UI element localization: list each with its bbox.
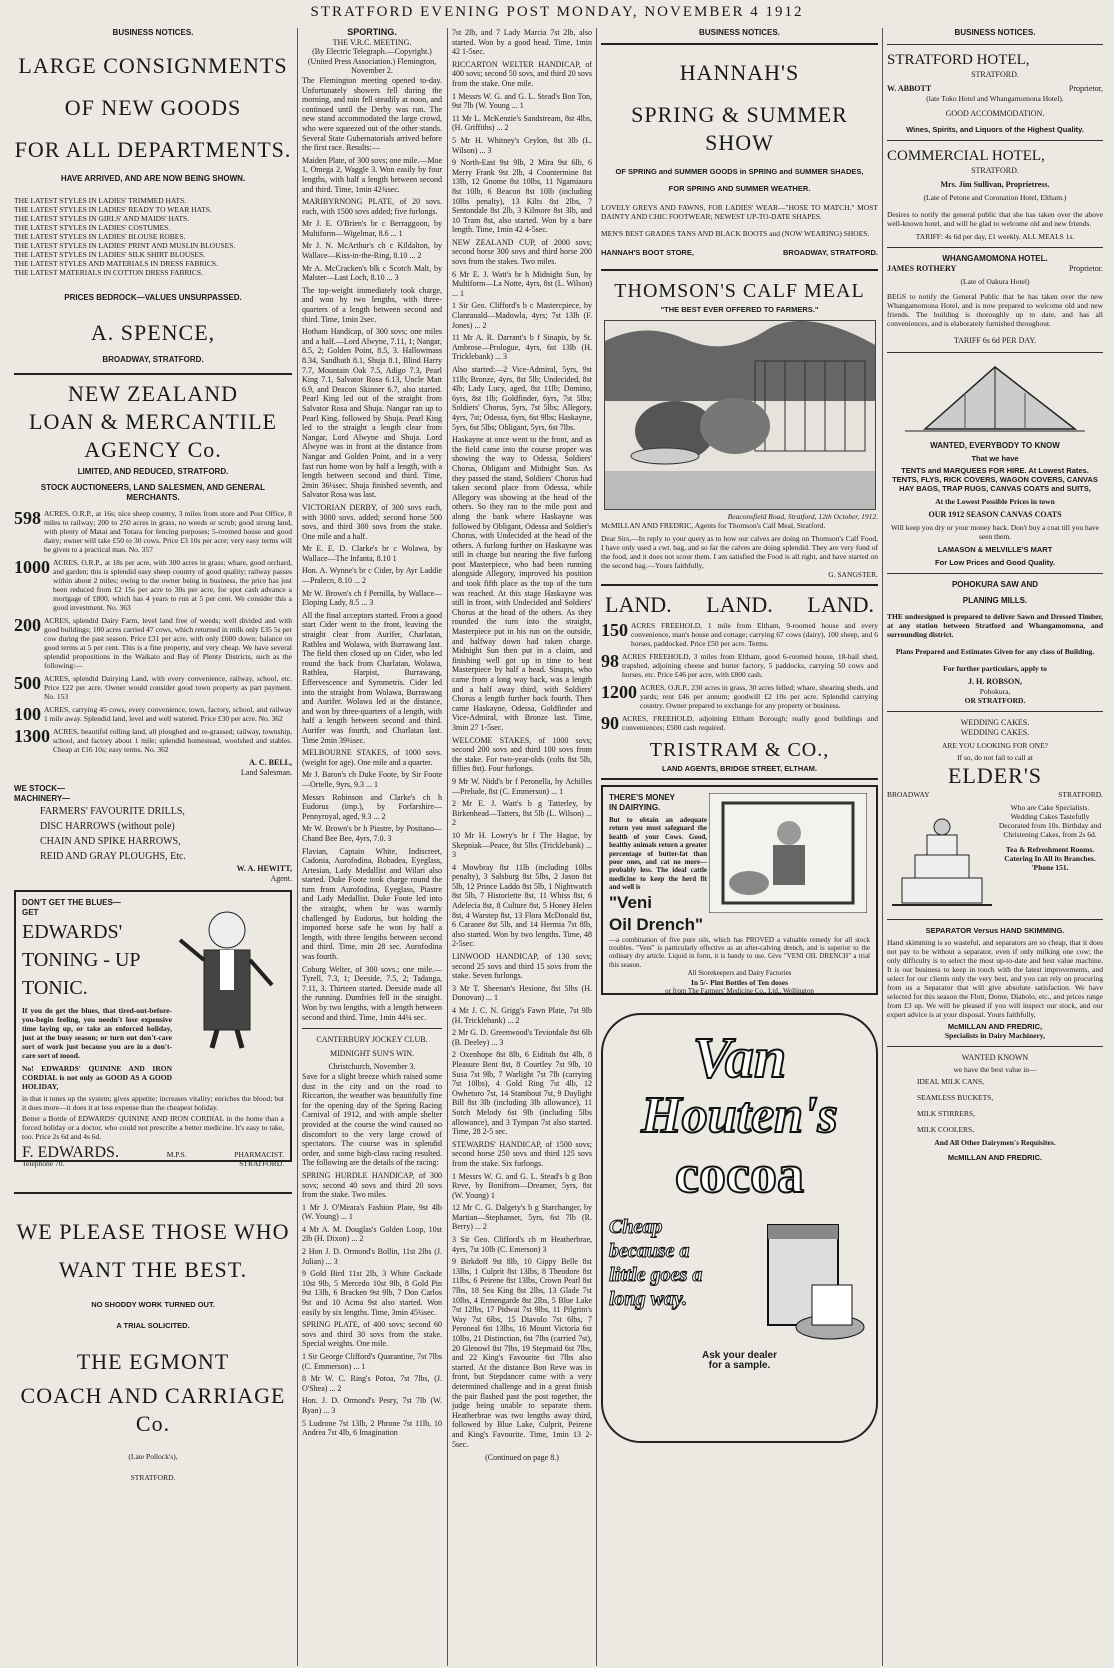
article-paragraph: NEW ZEALAND CUP, of 2000 sovs; second horse 300 sovs and third horse 200 sovs from the stakes. Two miles. [452, 237, 592, 267]
brand-name: Van [692, 1025, 787, 1090]
listing-text: ACRES, O.R.P., at 18s per acre, with 300 acres in grass; whare, good orchard, and garden; this is splendid easy sheep country of good quality; railway passes within about 2 miles; owing to the owner being in business, the price has just been reduced from £2 15s per acre to 30s per acre, for spot cash advance a mortgage of £800, which has 4 years to run at 5 per cent. We consider this a good investment. No. 363 [53, 558, 292, 612]
listing-acres: 500 [14, 673, 41, 693]
article-paragraph: 9 North-East 9st 9lb, 2 Mira 9st 6lb, 6 Merry Frank 9st 2lb, 4 Countermine 8st 13lb, 12 Gnome 8st 10lbs, 11 Ngamiaura 8st 10lb, 6 Beacon 8st 10lb (including 10lbs penalty), 13 Kilts 8st 2lbs, 7 Sentondale 8st 2lb, 3 Kilmore 8st 3lb, and 10 Tram 8st, also started. Won by a bare length. Time, 1min 42 4-5sec. [452, 158, 592, 235]
headline: FOR ALL DEPARTMENTS. [14, 137, 292, 162]
ad-text: PHARMACIST. [234, 1150, 284, 1159]
article-paragraph: WELCOME STAKES, of 1000 sovs; second 200 sovs and third 100 sovs from the stake. For two-year-olds (colts 8st 5lb, fillies 8st). Four furlongs. [452, 735, 592, 774]
land-acres: 90 [601, 713, 619, 733]
ad-heading: DON'T GET THE BLUES— [22, 898, 121, 907]
signature: A. C. BELL, [249, 758, 292, 767]
listings [14, 509, 292, 754]
ad-text: M.P.S. [166, 1150, 187, 1159]
listing-row [14, 558, 292, 612]
proprietor-name: Mrs. Jim Sullivan, Proprietress. [940, 180, 1050, 189]
race-result: Hon. J. D. Ormond's Pesry, 7st 7lb (W. Ryan) ... 3 [302, 1396, 442, 1415]
telephone: Telephone 70. [22, 1159, 65, 1168]
race-result: 3 Mr T. Sheenan's Hesione, 8st 5lbs (H. Donovan) ... 1 [452, 983, 592, 1003]
race-result: Mr J. N. McArthur's ch c Kildalton, by Wallace—Kiss-in-the-Ring, 8.10 ... 2 [302, 241, 442, 261]
hotel-name: COMMERCIAL HOTEL, [887, 148, 1045, 164]
ad-footer: BROADWAY, STRATFORD. [782, 248, 878, 257]
article-paragraph: VICTORIAN DERBY, of 300 sovs each, with 3000 sovs. added; second horse 500 sovs, and third 300 sovs from the stake. One mile and a half. [302, 502, 442, 541]
ad-heading: SEPARATOR Versus HAND SKIMMING. [925, 926, 1065, 935]
article-paragraph: Coburg Welter, of 300 sovs.; one mile.—Tyrell, 7.3, 1; Deeside, 7.5, 2; Tadanga, 7.11, 3. Thirteen started. Deeside made all the running. Dumfries fell in the straight. Won by two lengths, with a length between second and third. Time, 1min 44¼ sec. [302, 964, 442, 1022]
headline: LOAN & MERCANTILE [29, 409, 277, 434]
letter-text: Dear Sirs,—In reply to your query as to how our calves are doing on Thomson's Calf Food, I have only used a cwt. bag, and so far the calves are doing splendid. They are very fond of the food, and it does not scour them. I am satisfied the Food is all right, and have started on the second bag.—Yours faithfully, [601, 534, 878, 570]
ad-text: or from The Farmers' Medicine Co., Ltd., Wellington [665, 987, 814, 996]
headline: THE EGMONT [76, 1349, 230, 1374]
headline: AGENCY Co. [84, 437, 222, 462]
letter-date: Beaconsfield Road, Stratford, 12th October, 1912. [727, 512, 878, 521]
land-text: ACRES, FREEHOLD, adjoining Eltham Borough; really good buildings and conveniences; £500 cash required. [622, 714, 878, 732]
address: OR STRATFORD. [964, 696, 1026, 705]
dairy-item: IDEAL MILK CANS, [917, 1077, 985, 1086]
article-paragraph: MARIBYRNONG PLATE, of 20 sovs. each, with 1500 sovs added; five furlongs. [302, 197, 442, 216]
brand-name: cocoa [675, 1144, 804, 1204]
subheading: NO SHODDY WORK TURNED OUT. [91, 1300, 215, 1309]
race-result: Mr A. McCracken's blk c Scotch Malt, by Malster—Last Loch, 8.10 ... 3 [302, 263, 442, 283]
calves-illustration [604, 320, 876, 510]
article-paragraph: 2 Oxenhope 8st 8lb, 6 Eiditah 8st 4lb, 8 Pleasure Bent 8st, 8 Courtley 7st 9lb, 10 Susa 7st 9lb, 7 Warlight 7st 7lb (carrying 7st 10lbs), 4 Gold Ring 7st 4lb, 12 Owhetoro 7st, 14 Stambout 7st, 9 Daylight Bill 8st 3lb (including 3lb allowance), 11 Sotch Melody 6st 9lb (including 5lbs allowance), and 3 Tympan 7st also started. Time, 28 2-5 sec. [452, 1050, 592, 1137]
race-result: Mr W. Brown's br h Piastre, by Positano—Chand Bee Bee, 4yrs, 7.0. 3 [302, 824, 442, 843]
ad-text: Better a Bottle of EDWARDS' QUININE AND IRON CORDIAL in the home than a forced holiday or a doctor, who could not prescribe a better medicine. It's easy to take, too. Price 2s 6d and 4s 6d. [22, 1114, 284, 1141]
subheading: FOR SPRING AND SUMMER WEATHER. [668, 184, 811, 193]
ad-heading: WANTED KNOWN [961, 1053, 1029, 1062]
style-line: THE LATEST STYLES IN LADIES' PRINT AND MUSLIN BLOUSES. [14, 241, 236, 250]
race-result: 1 Messrs W. G. and G. L. Stead's Bon Ton, 9st 7lb (W. Young ... 1 [452, 91, 592, 111]
land-heading: LAND. [807, 592, 874, 617]
column-3 [452, 28, 592, 1664]
dateline: Christchurch, November 3. [328, 1062, 416, 1072]
article-paragraph: STEWARDS' HANDICAP, of 1500 sovs; second horse 250 sovs and third 125 sovs from the stake. Six furlongs. [452, 1139, 592, 1168]
style-line: THE LATEST STYLES IN LADIES' TRIMMED HATS. [14, 196, 187, 205]
listing-text: ACRES, splendid Dairy Farm, level land free of weeds; well divided and with good buildings; 100 acres carried 47 cows, which returned in milk only £35 5s per cow during the past season. Price £31 per acre, with only £600 down; balance on good terms at 5 per cent. This is a fine property, and very cheap. We have several splendid propositions in the Waikato and Bay of Plenty Districts, such as the following:— [44, 616, 292, 670]
ad-text: At the Lowest Possible Prices in town [935, 497, 1055, 506]
farmer-illustration [709, 793, 867, 913]
proprietor-name: JAMES ROTHERY [887, 264, 957, 273]
subheading: STOCK AUCTIONEERS, LAND SALESMEN, AND GENERAL MERCHANTS. [40, 483, 266, 502]
listing-text: ACRES, carrying 45 cows, every convenience, town, factory, school, and railway 1 mile away. Splendid land, level and well watered. Price £30 per acre. No. 362 [44, 705, 292, 723]
ad-heading: PLANING MILLS. [962, 596, 1028, 605]
section-heading: BUSINESS NOTICES. [699, 28, 780, 37]
ad-text: OUR 1912 SEASON CANVAS COATS [928, 510, 1062, 519]
article-paragraph: 9 Birkdoff 9st 8lb, 10 Gippy Belle 8st 13lbs, 1 Culprit 8st 13lbs, 8 Theodore 8st 11lbs, 6 Peirene 8st 13lbs, Crown Pearl 8st 7lbs, 18 Sea King 8st 2lbs, 13 Glade 7st 10lbs, 4 Ermengarde 8st 2lbs, 5 Blue Lake 7st 12lbs, 17 Pidwai 7st 9lbs, 11 Pilgrim's Way 7st 6lbs, 15 Diavolo 7st 6lbs, 7 Peroneal 6st 13lbs, 16 Mount Victoria 6st 10lbs, 21 Distinction, 6st 7lbs (carried 7st), 20 Glenowl 8st 7lbs, 19 Stepmaid 6st 7lbs, and 22 King's Favourite 6st 7lbs also started. At the distance Bon Reve was in front, but Stepdancer came with a very determined challenge and in a great finish the pair flashed past the post together, the judge being unable to separate them. Heatherbrae was two lengths away third, followed by Blue Lake, Culprit, Peirene and King's Favourite. Time, 1min 13 2-5sec. [452, 1257, 592, 1449]
subheading: WE STOCK— [14, 784, 65, 793]
race-result: Mr W. Brown's ch f Pernilla, by Wallace—Eloping Lady, 8.5 ... 3 [302, 588, 442, 608]
article-paragraph: Also started:—2 Vice-Admiral, 5yrs, 9st 11lb; Bronze, 4yrs, 8st 5lb; Undecided, 8st 4lb; Lady Lucy, aged, 8st 11lb; Domino, 6yrs, 8st 1lb; Goldfinder, 6yrs, 7st 5lbs; Soldiers' Chorus, 5yrs, 7st 5lbs; Allegory, 4yrs, 7st; Odessa, 6yrs, 6st 9lbs; Haskayne, 5yrs, 6st 5lbs; Obligant, 5yrs, 6st 7lbs. [452, 365, 592, 432]
race-result: 6 Mr E. J. Watt's br h Midnight Sun, by Multiform—La Notte, 4yrs, 8st (L. Wilson) ... 1 [452, 269, 592, 298]
hotel-note: (Late of Petone and Coronation Hotel, Eltham.) [923, 193, 1067, 202]
land-row [601, 714, 878, 732]
ad-title: EDWARDS' [22, 921, 123, 943]
masthead: STRATFORD EVENING POST MONDAY, NOVEMBER 4 1912 [310, 4, 804, 20]
ad-text: ARE YOU LOOKING FOR ONE? [942, 741, 1048, 750]
hotel-text: Desires to notify the general public that she has taken over the above well-known hotel, and will be glad to welcome old and new friends. [887, 210, 1103, 228]
land-headings [605, 591, 874, 619]
machinery-item: DISC HARROWS (without pole) [40, 821, 175, 832]
ad-text: And All Other Dairymen's Requisites. [934, 1138, 1056, 1147]
column-rule [596, 28, 597, 1666]
land-heading: LAND. [706, 592, 773, 617]
listing-text: ACRES, O.R.P., at 16s; nice sheep country, 3 miles from store and Post Office, 8 miles to railway; 200 to 250 acres in grass, no weeds or scrub; good strong land, with plenty of Matai and Totara for fencing purposes; 5-roomed house and good dairy; owner will take £50 to 30 cows. Price £3 10s per acre; very easy terms will be given to a practical man. No. 357 [44, 509, 292, 554]
article-paragraph: Flavian, Captain White, Indiscreet, Cadonia, Aurofodina, Bobadea, Eyeglass, Artesian, Lady Medallist and Wilari also started. Duke Foote took charge round the turn from Aurofodina, Eyeglass, Piastre and Lady Medallist. Duke Foote led into the straight, when he was warmly challenged by Eudorus, but holding the imported horse safe he won by half a length, with three lengths between second and third. Time, min 28 sec. Aurofodina was fourth. [302, 846, 442, 962]
listing-row [14, 509, 292, 554]
ad-text: If so, do not fail to call at [957, 753, 1033, 762]
article-paragraph: Haskayne at once went to the front, and as the field came into the course proper was showing the way to Odessa, Soldiers' Chorus, Obligant and Midnight Sun. As they passed the stand, Soldiers' Chorus had taken second place from Odessa, while Allegory was showing at the head of the others. So they ran to the mile post and along the bank where Haskayne was followed by Obligant, Odessa and Soldier's Chorus, with Undecided at the head of the others. A furlong further on Haskayne was still in charge but nearing the five furlong post Masterpiece, who had been running alongside Allegory, improved his position and took fifth place as the top of the turn was reached. At this stage Haskayne was still in front, with Undecided and Soldiers' Chorus at the head of the others. As they rounded the turn into the straight, Masterpiece put in his run on the outside, and halfway down had taken charge. Midnight Sun then put in a claim, and finishing well got up in time to beat Masterpiece by half a head. Sinapis, who came from a long way back, was a length and a half away third, with Soldiers' Chorus a length further back fourth. Then came Haskayne, Odessa, Goldfinder and Vice-Admiral, with Bronze last. Time, 3min 27 1-5sec. [452, 435, 592, 732]
brand-name: Houten's [641, 1087, 838, 1144]
ad-text: Who are Cake Specialists. Wedding Cakes Tastefully Decorated from 10s. Birthday and Christening Cakes, from 2s 6d. [998, 803, 1102, 839]
style-line: THE LATEST STYLES IN LADIES' BLOUSE ROBES. [14, 232, 186, 241]
article-paragraph: SPRING HURDLE HANDICAP, of 300 sovs; second 40 sovs and third 20 sovs from the stake. Two miles. [302, 1170, 442, 1200]
listing-row [14, 616, 292, 670]
address: STRATFORD. [1058, 790, 1103, 799]
ad-text: —a combination of five pure oils, which has PROVED a valuable remedy for all stock troubles. "Veni" is particularly effective as an after-calving drench, and is superior to the ordinary dry article. Liquid in form, it is handy to use. Give "VENI OIL DRENCH" a trial this season. [609, 935, 870, 969]
slogan: Cheap because a little goes a long way. [609, 1216, 703, 1310]
proprietor-role: Proprietor, [1068, 84, 1103, 93]
listing-acres: 1000 [14, 557, 50, 577]
article-paragraph: 4 Mowbray 8st 11lb (including 10lbs penalty), 3 Salsburg 8st 5lbs, 2 Jason 8st 5lb, 12 Prince Laddo 8st 5lb, 1 Nightwatch 8st 5lb, 7 Historiette 8st, 11 Whiss 8st, 6 Adelecia 8st, 8 Culture 8st, 5 Honey Helen 8st, 4 Warstep 8st, 13 Flora McDonald 8st, 6 Caranee 8st 5lb, and 14 Hermia 7st 8lb, also started. Won by two lengths. Time, 48 2-5sec. [452, 862, 592, 949]
ad-text: TENTS and MARQUEES FOR HIRE. At Lowest Rates. TENTS, FLYS, RICK COVERS, WAGON COVERS, CANVAS HAY BAGS, TRAP RUGS, CANVAS COATS and SUITS, [892, 466, 1098, 493]
column-2 [302, 28, 442, 1664]
article-paragraph: SPRING PLATE, of 400 sovs; second 60 sovs and third 30 sovs from the stake. Special weights. One mile. [302, 1320, 442, 1349]
signature-role: Agent. [270, 874, 292, 883]
subheading: OF SPRING and SUMMER GOODS in SPRING and SUMMER SHADES, [615, 167, 864, 176]
land-text: ACRES FREEHOLD, 1 mile from Eltham, 9-roomed house and every convenience, man's house and cottage; carrying 67 cows (dairy), 100 sheep, and 6 horses, paddocked. Price £50 per acre. Terms. [631, 621, 878, 648]
ad-footer: HANNAH'S BOOT STORE, [601, 248, 694, 257]
style-line: THE LATEST STYLES IN LADIES' COSTUMES. [14, 223, 171, 232]
race-result: 1 Messrs W. G. and G. L. Stead's b g Bon Reve, by Bonifrom—Dreamer, 5yrs, 8st (W. Young) 1 [452, 1171, 592, 1200]
race-result: 1 Mr J. O'Meara's Fashion Plate, 9st 4lb (W. Young) ... 1 [302, 1202, 442, 1222]
race-result: 1 Sir Geo. Clifford's b c Mastercpiece, by Clanranald—Madowla, 4yrs; 7st 13lb (F. Jones) ... 2 [452, 301, 592, 330]
address: STRATFORD. [130, 1473, 176, 1482]
headline: NEW ZEALAND [67, 381, 239, 406]
article-paragraph: Save for a slight breeze which raised some dust in the city and on the road to Riccarton, the weather was beautifully fine for the opening day of the Spring Racing Carnival of 1912, and with ample shelter provided at the course the wind caused no discomfort to the very large crowd of spectators. The course was in splendid order, and some high-class racing resulted. The following are the details of the racing: [302, 1071, 442, 1168]
ad-heading: IN DAIRYING. [609, 803, 661, 812]
signature-role: Land Salesman. [240, 768, 292, 777]
ad-text: LOVELY GREYS AND FAWNS, FOR LADIES' WEAR—"HOSE TO MATCH." MOST DAINTY AND CHIC FOOTWEAR; NEWEST UP-TO-DATE SHAPES. [601, 203, 878, 221]
race-result: 10 Mr H. Lowry's br f The Hague, by Skepniak—Peace, 8st 5lbs (Tricklebank) ... 3 [452, 830, 592, 860]
hotel-note: (Late of Oakura Hotel) [960, 277, 1030, 286]
ad-text: in that it tones up the system; gives appetite; increases vitality; enriches the blood; but it does more—it does it at less expense than the cheapest holiday. [22, 1094, 284, 1112]
subheading: HAVE ARRIVED, AND ARE NOW BEING SHOWN. [60, 174, 246, 183]
style-line: THE LATEST STYLES IN LADIES' SILK SHIRT BLOUSES. [14, 250, 206, 259]
ad-text: For further particulars, apply to [943, 664, 1047, 673]
race-result: 2 Hon J. D. Ormond's Bollin, 11st 2lbs (J. Julian) ... 3 [302, 1247, 442, 1266]
column-rule [882, 28, 883, 1666]
listing-acres: 100 [14, 704, 41, 724]
subheading: A TRIAL SOLICITED. [116, 1321, 190, 1330]
land-row [601, 652, 878, 679]
race-result: 5 Mr H. Whitney's Ceylon, 8st 3lb (L. Wilson) ... 3 [452, 135, 592, 155]
note: (Late Pollock's), [128, 1452, 178, 1461]
cocoa-tin-illustration [750, 1215, 870, 1345]
land-acres: 150 [601, 620, 628, 640]
address: BROADWAY, STRATFORD. [102, 355, 204, 364]
dairy-item: MILK STIRRERS, [917, 1109, 975, 1118]
ad-text: That we have [971, 454, 1019, 463]
ad-text: Specialists in Dairy Machinery, [945, 1031, 1045, 1040]
proprietor-name: W. ABBOTT [887, 84, 932, 93]
land-heading: LAND. [605, 592, 672, 617]
article-heading: MIDNIGHT SUN'S WIN. [329, 1048, 415, 1058]
ad-text: for a sample. [708, 1360, 771, 1371]
listing-text: ACRES, splendid Dairying Land, with every convenience, railway, school, etc. Price £22 per acre. Owner would consider good town property as part payment. No. 153 [44, 674, 292, 701]
headline: THOMSON'S CALF MEAL [614, 280, 865, 302]
hotel-note: GOOD ACCOMMODATION. [945, 109, 1045, 118]
land-row [601, 683, 878, 710]
ad-text: LAMASON & MELVILLE'S MART [937, 545, 1053, 554]
letter-signature: G. SANGSTER. [828, 570, 878, 579]
style-line: THE LATEST STYLES IN GIRLS' AND MAIDS' HATS. [14, 214, 190, 223]
ad-text: Hand skimming is so wasteful, and separators are so cheap, that it does not pay to be without a separator, even if only milking one cow; the only difficulty is to select the most up-to-date and best value machine. It is our business to keep in touch with the latest improvements, and select for our clients only the very best, and you can rely on procuring from us a Separator that will give absolute satisfaction. We have selected for this season the Flott, Dome, Diabolo, etc., and prices range from £3 up. We will be pleased if you will inspect our stock, and our expert advice is at your disposal. Yours faithfully, [887, 938, 1103, 1019]
ad-heading: WANTED, EVERYBODY TO KNOW [930, 441, 1060, 450]
tariff: TARIFF 6s 6d PER DAY. [953, 336, 1037, 345]
race-result: Messrs Robinson and Clarke's ch h Eudorus (imp.), by Forfarshire—Pennyroyal, aged, 9.3 ... 2 [302, 792, 442, 821]
headline: TRISTRAM & CO., [649, 739, 830, 761]
column-rule [447, 28, 448, 1666]
race-result: 1 Sir George Clifford's Quarantine, 7st 7lbs (C. Emmerson) ... 1 [302, 1352, 442, 1371]
race-result: 12 Mr C. G. Dalgety's b g Starchanger, by Martian—Stephanser, 5yrs, 6st 7lb (R. Berry) ... 2 [452, 1203, 592, 1232]
ad-heading: THERE'S MONEY [609, 793, 675, 802]
advertiser-name: J. H. ROBSON, [967, 677, 1022, 686]
ad-text: McMILLAN AND FREDRIC, Agents for Thomson's Calf Meal, Stratford. [601, 521, 826, 530]
ad-text: But to obtain an adequate return you must safeguard the health of your Cows. Good, healthy animals return a greater percentage of butter-fat than poor ones, and cat no more—probably less. The ideal cattle medicine to keep the herd fit and well is [609, 816, 707, 892]
listing-acres: 1300 [14, 726, 50, 746]
advertiser-name: A. SPENCE, [90, 320, 216, 345]
article-paragraph: MELBOURNE STAKES, of 1000 sovs. (weight for age). One mile and a quarter. [302, 748, 442, 767]
ad-text: No! EDWARDS' QUININE AND IRON CORDIAL is not only as GOOD AS A GOOD HOLIDAY, [22, 1064, 172, 1091]
style-line: THE LATEST STYLES AND MATERIALS IN DRESS FABRICS. [14, 259, 218, 268]
prices-line: PRICES BEDROCK—VALUES UNSURPASSED. [64, 293, 242, 302]
race-result: 9 Mr W. Nidd's br f Peronella, by Achilles—Prelude, 8st (C. Emmerson) ... 1 [452, 776, 592, 796]
headline: WANT THE BEST. [58, 1257, 248, 1282]
signature: W. A. HEWITT, [236, 864, 292, 873]
race-result: Mr E. E. D. Clarke's br c Wolawa, by Wallace—The Infanta, 8.10 1 [302, 544, 442, 563]
listing-acres: 200 [14, 615, 41, 635]
ad-signature: F. EDWARDS. [22, 1144, 119, 1161]
ad-heading: WEDDING CAKES. [960, 718, 1030, 727]
article-paragraph: 5 Ludrone 7st 13lb, 2 Phrone 7st 11lb, 10 Andrea 7st 4lb, 6 Imagination [302, 1418, 442, 1438]
machinery-list [14, 804, 292, 864]
man-illustration [172, 900, 282, 1050]
article-heading: THE V.R.C. MEETING. [332, 37, 412, 47]
veni-drench-ad [601, 785, 878, 995]
address: STRATFORD. [971, 166, 1019, 175]
dairy-item: SEAMLESS BUCKETS, [917, 1093, 994, 1102]
edwards-ad [14, 890, 292, 1168]
land-text: ACRES FREEHOLD, 3 miles from Eltham, good 6-roomed house, 18-bail shed, trapshed, adjoining cheese and butter factory, 5 paddocks, carrying 50 cows and horses, etc. Price £46 per acre, with £800 cash. [622, 652, 878, 679]
hotel-text: BEGS to notify the General Public that he has taken over the new Whangamomona Hotel, and is now prepared to welcome old and new friends. The building is thoroughly up to date, and has all conveniences, and is elaborately furnished throughout. [887, 292, 1103, 328]
listing-row [14, 705, 292, 723]
land-listings [601, 621, 878, 732]
continued-note: (Continued on page 8.) [485, 1453, 559, 1463]
land-acres: 98 [601, 651, 619, 671]
column-5 [887, 28, 1103, 1664]
ad-text: If you do get the blues, that tired-out-before-you-begin feeling, you needn't lose expensive time laying up, or take an enforced holiday, just at the busy season; or turn out don't-care sort of work just because you are in a don't-care sort of mood. [22, 1006, 172, 1060]
ad-text: MEN'S BEST GRADES TANS AND BLACK BOOTS and (NOW WEARING) SHOES. [601, 229, 870, 238]
column-1 [14, 28, 292, 1664]
race-result: 8 Mr W. C. Ring's Potoa, 7st 7lbs, (J. O'Shea) ... 2 [302, 1374, 442, 1393]
land-text: ACRES, O.R.P., 230 acres in grass, 30 acres felled; whare, shearing sheds, and yards; rent £46 per annum; goodwill £2 10s per acre. Splendid carrying country. Owner prepared to exchange for any property or business. [640, 683, 878, 710]
race-result: Hon. A. Wynne's br c Cider, by Ayr Laddie—Pralecn, 8.10 ... 2 [302, 566, 442, 586]
headline: LARGE CONSIGNMENTS [18, 53, 288, 78]
hotel-note: Wines, Spirits, and Liquors of the Highest Quality. [906, 125, 1084, 134]
machinery-item: FARMERS' FAVOURITE DRILLS, [40, 806, 185, 817]
article-paragraph: All the final acceptors started. From a good start Cider went to the front, leaving the straight clear from Aurifer, Charlatan, Rathlea and Wolawa, with Burrawang last. The field then closed up on Cider, who led round the back from Charlatan, Wolawa, Rathlea, Harpist, Burrawang, Effervescence and Symmetris. Cider led into the straight from Wolawa, Burrawang and Aurifer. Wolawa led at the distance, and won by three-quarters of a length, with half a length between second and third. Aurifer was fourth, and Charlatan last. Time 2min 39¼sec. [302, 610, 442, 745]
land-row [601, 621, 878, 648]
listing-text: ACRES, beautiful rolling land, all ploughed and re-grassed; railway, township, school, and factory about 1 mile; splendid homestead, woolshed and stables. Cheap at £16 10s; easy terms. No. 362 [53, 727, 292, 754]
article-paragraph: Hotham Handicap, of 300 sovs; one miles and a half.—Lord Alwyne, 7.11, 1; Nangar, 8.5, 2; Golden Point, 8.5, 3. Hallowmass 8.34, Sandbath 8.1, Shuja 8.1, Blind Harry 7.7, Mountain Oak 7.5, Adigo 7.3, Pearl King 7.1, Salvator Rosa 6.13, Uncle Matt 6.9, and Deacon Skinner 6.7, also started. Pearl King led out of the straight from Salvator Rosa and Shuja. Nangar ran up to Pearl King, followed by Shuja. Pearl King led to the straight a length clear from Nangar, Lord Alwyne and Shuja. Lord Alwyne was in front at the distance from Nangar and Golden Point, and in a very fast run home won by half a length, with a length between second and third. Time, 2min 36¼sec. Shuja finished seventh, and Salvator Rosa was last. [302, 327, 442, 500]
listing-acres: 598 [14, 508, 41, 528]
ad-title: TONING - UP [22, 949, 141, 971]
ad-text: All Storekeepers and Dairy Factories [687, 969, 792, 978]
article-paragraph: Maiden Plate, of 300 sovs; one mile.—Moe 1, Omega 2, Waggle 3. Won easily by four lengths, with half a length between second and third. Time, 1min 42¾sec. [302, 155, 442, 194]
dairy-item: MILK COOLERS, [917, 1125, 975, 1134]
product-name: "Veni [609, 892, 653, 912]
ad-title: TONIC. [22, 977, 88, 999]
section-heading: SPORTING. [347, 28, 397, 37]
race-result: 11 Mr L. McKenzie's Sandstream, 8st 4lbs, (H. Griffiths) ... 2 [452, 113, 592, 133]
race-result: 11 Mr A. R. Darrant's b f Sinapis, by St. Ambrose—Prologue, 4yrs, 6st 13lb (H. Tricklebank) ... 3 [452, 333, 592, 362]
product-name: Oil Drench" [609, 914, 704, 934]
race-result: Mr J. Baron's ch Duke Foote, by Sir Foote—Ortelle, 9yrs, 9.3 ... 1 [302, 770, 442, 789]
dairy-list [887, 1074, 1103, 1138]
article-paragraph: RICCARTON WELTER HANDICAP, of 400 sovs; second 50 sovs, and third 20 sovs from the stake. One mile. [452, 59, 592, 88]
hotel-note: (late Toko Hotel and Whangamomona Hotel). [926, 94, 1064, 103]
advertiser-name: McMILLAN AND FREDRIC, [947, 1022, 1043, 1031]
listing-row [14, 727, 292, 754]
style-line: THE LATEST STYLES IN LADIES' READY TO WEAR HATS. [14, 205, 212, 214]
ad-heading: POHOKURA SAW AND [951, 580, 1039, 589]
hotel-name: STRATFORD HOTEL, [887, 52, 1030, 68]
address: Pohokura, [979, 687, 1011, 696]
section-heading: BUSINESS NOTICES. [112, 28, 194, 37]
column-rule [297, 28, 298, 1666]
article-paragraph: LINWOOD HANDICAP, of 130 sovs; second 25 sovs and third 15 sovs from the stake. Seven furlongs. [452, 952, 592, 981]
subheading: MACHINERY— [14, 794, 71, 803]
race-result: 4 Mr A. M. Douglas's Golden Loop, 10st 2lb (H. Dixon) ... 2 [302, 1224, 442, 1244]
tariff: TARIFF: 4s 6d per day, £1 weekly. ALL MEALS 1s. [915, 232, 1075, 241]
advertiser-name: ELDER'S [947, 763, 1043, 788]
proprietor-role: Proprietor. [1069, 264, 1103, 273]
race-result: 4 Mr J. C. N. Grigg's Fawn Plate, 7st 9lb (H. Tricklebank) ... 2 [452, 1006, 592, 1025]
machinery-item: REID AND GRAY PLOUGHS, Etc. [40, 851, 186, 862]
ad-text: For Low Prices and Good Quality. [935, 558, 1055, 567]
ad-text: Ask your dealer [701, 1350, 778, 1361]
article-heading: CANTERBURY JOCKEY CLUB. [316, 1035, 428, 1045]
ad-text: In 5/- Pint Bottles of Ten doses [690, 978, 789, 988]
article-paragraph: 7st 2lb, and 7 Lady Marcia 7st 2lb, also started. Won by a good head. Time, 1min 42 1-5sec. [452, 28, 592, 57]
headline: WE PLEASE THOSE WHO [16, 1219, 290, 1244]
article-paragraph: The Flemington meeting opened to-day. Unfortunately showers fell during the morning, and rain fell steadily at noon, and continued until the Derby was run. The new stand accommodated the large crowd, who were squeezed out of the other stands. Several State Gubernatorials arrived before the first race. Results:— [302, 75, 442, 153]
subheading: LIMITED, AND REDUCED, STRATFORD. [77, 467, 229, 476]
race-result: 2 Mr E. J. Watt's b g Tatterley, by Birkenhead—Tatters, 8st 5lb (L. Wilson) ... 2 [452, 799, 592, 828]
headline: OF NEW GOODS [64, 95, 242, 120]
race-result: Mr J. E. O'Brien's br c Berraggoon, by Multiform—Wigelmar, 8.6 ... 1 [302, 219, 442, 238]
ad-heading: WEDDING CAKES. [960, 728, 1030, 737]
wedding-cake-illustration [887, 803, 997, 913]
listing-row [14, 674, 292, 701]
article-paragraph: 9 Gold Bird 11st 2lb, 3 White Cockade 10st 9lb, 5 Mercedo 10st 9lb, 8 Gold Pin 9st 13lb, 6 Bracken 9st 9lb, 7 Don Carlos 9st and 10 Acma 9st also started. Won easily by six lengths. Time, 3min 45¼sec. [302, 1269, 442, 1317]
headline: HANNAH'S [679, 60, 800, 85]
section-heading: BUSINESS NOTICES. [954, 28, 1036, 37]
tent-illustration [905, 359, 1085, 435]
ad-text: Will keep you dry or your money back. Don't buy a coat till you have seen them. [890, 523, 1100, 541]
machinery-item: CHAIN AND SPIKE HARROWS, [40, 836, 181, 847]
headline: COACH AND CARRIAGE Co. [20, 1383, 286, 1436]
advertiser-name: McMILLAN AND FREDRIC. [947, 1153, 1043, 1162]
race-result: 3 Sir Geo. Clifford's ch m Heatherbrae, 4yrs, 7st 10lb (C. Emerson) 3 [452, 1235, 592, 1254]
ad-text: we have the best value in— [953, 1065, 1037, 1074]
subheading: LAND AGENTS, BRIDGE STREET, ELTHAM. [661, 764, 817, 773]
subheading: "THE BEST EVER OFFERED TO FARMERS." [660, 305, 819, 314]
van-houtens-ad [601, 1013, 878, 1443]
land-acres: 1200 [601, 682, 637, 702]
address: STRATFORD. [971, 70, 1019, 79]
styles-list [14, 196, 292, 277]
column-4 [601, 28, 878, 1664]
ad-text: Plans Prepared and Estimates Given for any class of Building. [895, 647, 1095, 656]
article-paragraph: The top-weight immediately took charge, and won by two lengths, with three-quarters of a length between second and third. Time, 1min 2sec. [302, 285, 442, 324]
ad-text: GET [22, 908, 39, 917]
headline: SPRING & SUMMER SHOW [631, 102, 848, 155]
race-result: 2 Mr G. D. Greenwood's Teviotdale 8st 6lb (B. Deeley) ... 3 [452, 1028, 592, 1047]
ad-text: THE undersigned is prepared to deliver Sawn and Dressed Timber, at any station between Stratford and Whangamomona, and surrounding district. [887, 612, 1103, 639]
hotel-name: WHANGAMOMONA HOTEL. [942, 254, 1048, 263]
ad-text: Tea & Refreshment Rooms. Catering In All its Branches. 'Phone 151. [1004, 845, 1096, 872]
address: STRATFORD. [239, 1159, 284, 1168]
address: BROADWAY [887, 790, 930, 799]
style-line: THE LATEST MATERIALS IN COTTON DRESS FABRICS. [14, 268, 203, 277]
dateline: (By Electric Telegraph.—Copyright.) (United Press Association.) Flemington, November 2. [307, 47, 437, 76]
